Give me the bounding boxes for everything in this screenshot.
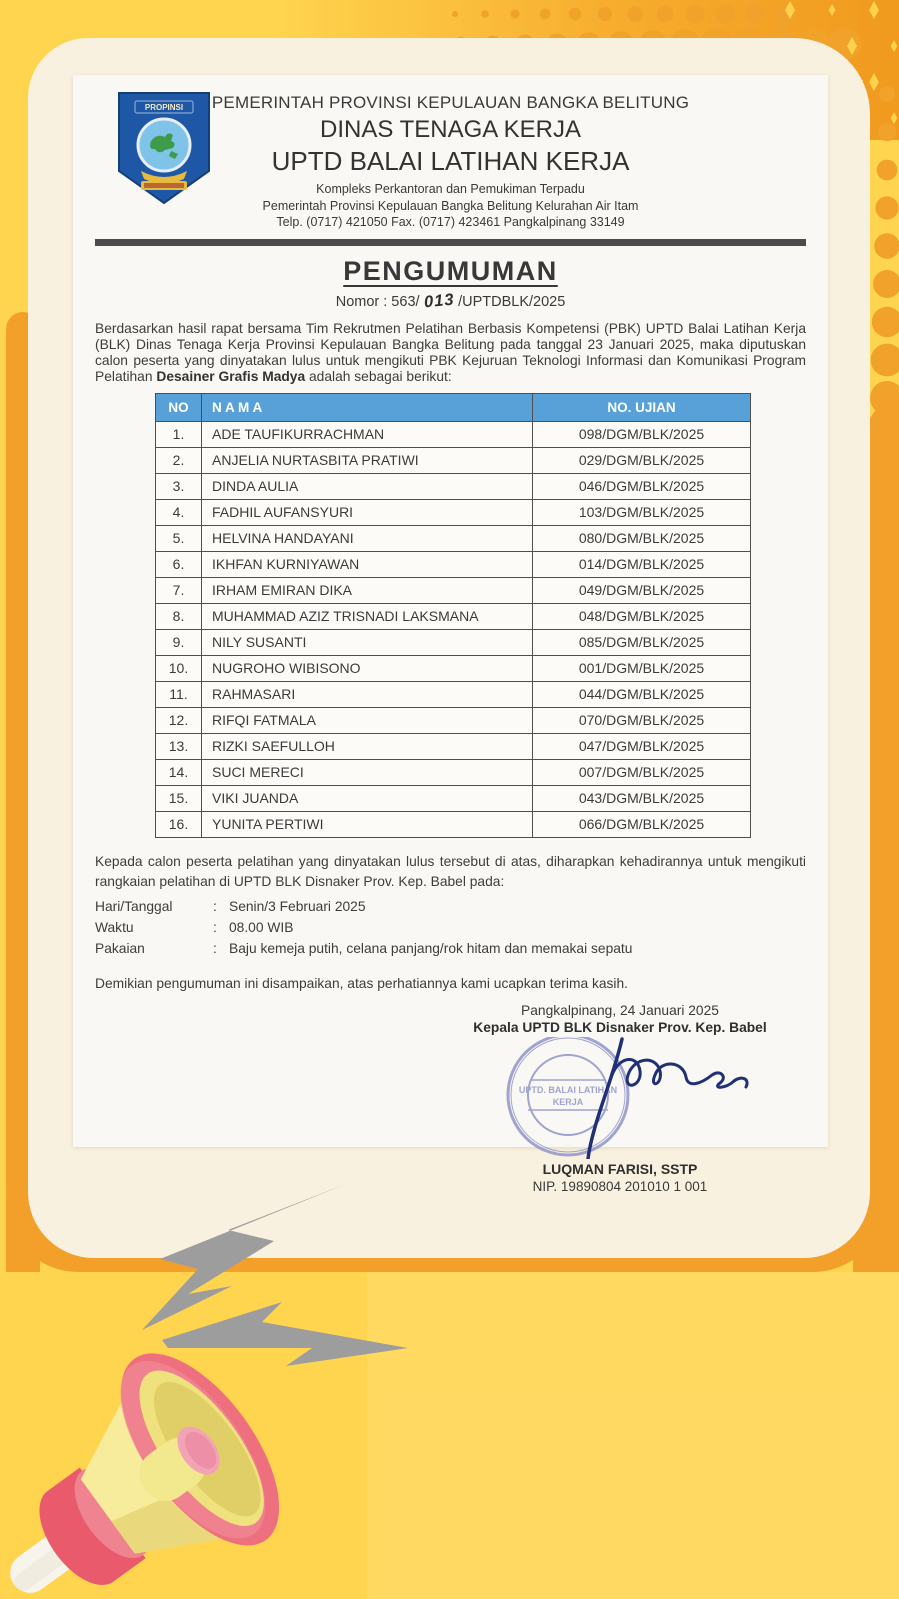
participant-name: RAHMASARI [202,681,533,707]
participant-name: ADE TAUFIKURRACHMAN [202,421,533,447]
megaphone [0,1327,310,1599]
lightning-bolt-1 [142,1184,346,1330]
signature-block [444,1003,796,1203]
results-table-body [156,421,751,837]
detail-value: Baju kemeja putih, celana panjang/rok hitam dan memakai sepatu [229,941,633,957]
participant-name: MUHAMMAD AZIZ TRISNADI LAKSMANA [202,603,533,629]
header-ujian: NO. UJIAN [533,393,751,421]
table-row [156,655,751,681]
row-number: 16. [156,811,202,837]
row-number: 14. [156,759,202,785]
official-stamp [508,1037,628,1155]
participant-name: YUNITA PERTIWI [202,811,533,837]
svg-text:PROPINSI: PROPINSI [144,103,184,112]
number-prefix: Nomor : 563/ [335,293,420,310]
table-row [156,447,751,473]
exam-number: 066/DGM/BLK/2025 [533,811,751,837]
exam-number: 048/DGM/BLK/2025 [533,603,751,629]
detail-colon: : [213,941,217,957]
table-row [156,707,751,733]
letterhead [95,89,806,231]
intro-paragraph [95,321,806,385]
table-row [156,811,751,837]
schedule-details [95,896,806,960]
exam-number: 046/DGM/BLK/2025 [533,473,751,499]
row-number: 15. [156,785,202,811]
participant-name: RIZKI SAEFULLOH [202,733,533,759]
exam-number: 085/DGM/BLK/2025 [533,629,751,655]
agency-name: DINAS TENAGA KERJA [320,116,581,143]
detail-colon: : [213,919,217,935]
svg-text:KERJA: KERJA [552,1096,584,1107]
exam-number: 014/DGM/BLK/2025 [533,551,751,577]
svg-text:UPTD. BALAI LATIHAN: UPTD. BALAI LATIHAN [518,1084,618,1095]
exam-number: 049/DGM/BLK/2025 [533,577,751,603]
megaphone-illustration [0,1150,470,1599]
program-name-bold: Desainer Grafis Madya [156,368,306,384]
exam-number: 080/DGM/BLK/2025 [533,525,751,551]
participant-name: IKHFAN KURNIYAWAN [202,551,533,577]
row-number: 5. [156,525,202,551]
row-number: 8. [156,603,202,629]
row-number: 4. [156,499,202,525]
participant-name: ANJELIA NURTASBITA PRATIWI [202,447,533,473]
detail-colon: : [213,898,217,914]
detail-value: 08.00 WIB [229,919,294,935]
participant-name: NILY SUSANTI [202,629,533,655]
detail-row [95,917,806,938]
letterhead-divider [95,239,806,246]
closing-paragraph: Demikian pengumuman ini disampaikan, atas perhatiannya kami ucapkan terima kasih. [95,975,628,991]
signer-name: LUQMAN FARISI, SSTP [542,1160,698,1177]
row-number: 1. [156,421,202,447]
table-header-row [156,393,751,421]
government-name: PEMERINTAH PROVINSI KEPULAUAN BANGKA BELITUNG [211,93,690,112]
detail-label: Waktu [95,919,134,935]
exam-number: 044/DGM/BLK/2025 [533,681,751,707]
row-number: 12. [156,707,202,733]
table-row [156,499,751,525]
participant-name: VIKI JUANDA [202,785,533,811]
exam-number: 098/DGM/BLK/2025 [533,421,751,447]
signer-nip: NIP. 19890804 201010 1 001 [532,1178,708,1194]
place-and-date: Pangkalpinang, 24 Januari 2025 [521,1002,719,1018]
handwritten-signature [588,1039,747,1159]
signer-position: Kepala UPTD BLK Disnaker Prov. Kep. Babel [473,1019,767,1035]
office-name: UPTD BALAI LATIHAN KERJA [271,146,630,176]
participant-name: SUCI MERECI [202,759,533,785]
stamp-and-signature [450,1037,780,1159]
row-number: 3. [156,473,202,499]
table-row [156,733,751,759]
table-row [156,681,751,707]
exam-number: 070/DGM/BLK/2025 [533,707,751,733]
row-number: 13. [156,733,202,759]
row-number: 10. [156,655,202,681]
document-title: PENGUMUMAN [343,255,558,286]
exam-number: 007/DGM/BLK/2025 [533,759,751,785]
table-row [156,421,751,447]
participant-name: IRHAM EMIRAN DIKA [202,577,533,603]
table-row [156,577,751,603]
handwritten-number: 013 [422,290,455,311]
exam-number: 029/DGM/BLK/2025 [533,447,751,473]
participant-name: HELVINA HANDAYANI [202,525,533,551]
row-number: 7. [156,577,202,603]
number-suffix: /UPTDBLK/2025 [458,293,566,310]
address-line-2: Pemerintah Provinsi Kepulauan Bangka Belitung Kelurahan Air Itam [262,198,639,213]
results-table [155,393,751,838]
document-card [28,38,870,1258]
address-line-1: Kompleks Perkantoran dan Pemukiman Terpadu [316,182,585,196]
table-row [156,759,751,785]
table-row [156,785,751,811]
detail-row [95,896,806,917]
row-number: 9. [156,629,202,655]
address-line-3: Telp. (0717) 421050 Fax. (0717) 423461 Pangkalpinang 33149 [276,215,625,229]
header-no: NO [156,393,202,421]
detail-label: Pakaian [95,941,145,957]
participant-name: NUGROHO WIBISONO [202,655,533,681]
table-row [156,629,751,655]
row-number: 2. [156,447,202,473]
row-number: 6. [156,551,202,577]
intro-text-1: Berdasarkan hasil rapat bersama Tim Rekrutmen Pelatihan Berbasis Kompetensi (PBK) UPTD Balai Latihan Kerja (BLK) Dinas Tenaga Kerja Provinsi Kepulauan Bangka Belitung pada tanggal 23 Januari 2025, maka diputuskan calon peserta yang dinyatakan lulus untuk mengikuti PBK Kejuruan Teknologi Informasi dan Komunikasi Program Pelatihan [95,320,806,384]
header-nama: N A M A [202,393,533,421]
participant-name: RIFQI FATMALA [202,707,533,733]
provincial-logo [111,89,217,207]
row-number: 11. [156,681,202,707]
intro-text-2: adalah sebagai berikut: [305,368,452,384]
table-row [156,473,751,499]
table-row [156,603,751,629]
lightning-bolt-2 [162,1302,408,1366]
participant-name: FADHIL AUFANSYURI [202,499,533,525]
document-paper [73,75,828,1194]
detail-label: Hari/Tanggal [95,898,173,914]
detail-value: Senin/3 Februari 2025 [229,898,366,914]
exam-number: 043/DGM/BLK/2025 [533,785,751,811]
exam-number: 047/DGM/BLK/2025 [533,733,751,759]
followup-paragraph: Kepada calon peserta pelatihan yang dinyatakan lulus tersebut di atas, diharapkan kehadirannya untuk mengikuti rangkaian pelatihan di UPTD BLK Disnaker Prov. Kep. Babel pada: [95,853,806,889]
exam-number: 001/DGM/BLK/2025 [533,655,751,681]
document-number [95,292,806,311]
table-row [156,551,751,577]
table-row [156,525,751,551]
detail-row [95,938,806,959]
participant-name: DINDA AULIA [202,473,533,499]
exam-number: 103/DGM/BLK/2025 [533,499,751,525]
